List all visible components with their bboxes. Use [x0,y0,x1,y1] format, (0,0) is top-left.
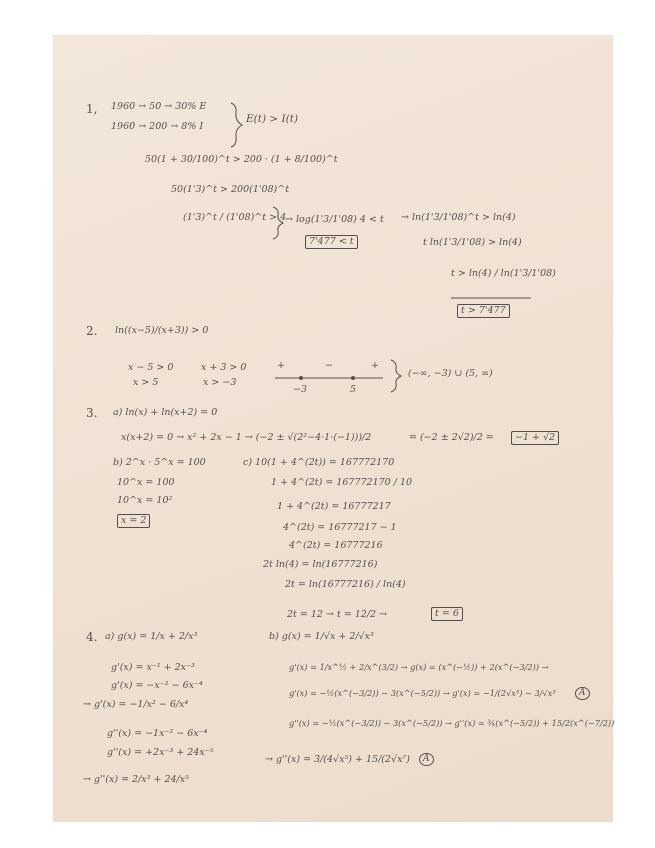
problem-3c-step-4: 4^(2t) = 16777216 [289,540,383,551]
problem-1-line-e: 1960 → 50 → 30% E [111,101,207,112]
problem-4a-step-5: g''(x) = +2x⁻³ + 24x⁻⁵ [107,747,214,758]
problem-2-tick-2: 5 [350,384,357,395]
problem-1-inequality-2: 50(1'3)^t > 200(1'08)^t [171,184,290,195]
problem-4-number: 4. [86,630,98,644]
problem-1-ln-2: t ln(1'3/1'08) > ln(4) [423,237,522,248]
problem-1-ln-3: t > ln(4) / ln(1'3/1'08) [451,268,556,279]
problem-3b-step-1: 10^x = 100 [117,477,175,488]
problem-1-result-left: 7'477 < t [305,235,358,249]
problem-4b-step-4-mark: A [419,753,434,766]
problem-3a-middle: = (−2 ± 2√2)/2 = [409,432,494,443]
problem-3c-step-3: 4^(2t) = 16777217 − 1 [283,522,397,533]
problem-4a-step-4: g''(x) = −1x⁻² − 6x⁻⁴ [107,728,208,739]
problem-3b-equation: b) 2^x · 5^x = 100 [113,457,206,468]
problem-3a-equation: a) ln(x) + ln(x+2) = 0 [113,407,218,418]
problem-2-cond-1b: x > 5 [133,377,159,388]
problem-3-number: 3. [86,406,98,420]
problem-4b-step-4: → g''(x) = 3/(4√x⁵) + 15/(2√x⁷) [265,754,410,765]
paper-sheet [53,35,613,822]
problem-3a-work: x(x+2) = 0 → x² + 2x − 1 → (−2 ± √(2²−4·1·(−1)))/2 [121,432,372,443]
problem-2-sign-1: + [277,360,285,371]
problem-3c-step-7: 2t = 12 → t = 12/2 → [287,609,388,620]
problem-1-condition: E(t) > I(t) [246,113,299,125]
problem-3c-step-1: 1 + 4^(2t) = 167772170 / 10 [271,477,413,488]
problem-2-cond-1a: x − 5 > 0 [128,362,174,373]
problem-3c-step-5: 2t ln(4) = ln(16777216) [263,559,378,570]
problem-1-result-right: t > 7'477 [457,304,510,318]
problem-1-number: 1, [86,102,98,116]
problem-1-inequality-1: 50(1 + 30/100)^t > 200 · (1 + 8/100)^t [145,154,338,165]
problem-2-number: 2. [86,324,98,338]
problem-2-solution: (−∞, −3) ∪ (5, ∞) [408,368,493,379]
problem-3c-step-2: 1 + 4^(2t) = 16777217 [277,501,391,512]
problem-1-inequality-3: (1'3)^t / (1'08)^t > 4 [183,212,287,223]
problem-4b-step-3: g''(x) = −½(x^(−3/2)) − 3(x^(−5/2)) → g''(x) = ¾(x^(−5/2)) + 15/2(x^(−7/2)) [289,718,615,728]
problem-3c-equation: c) 10(1 + 4^(2t)) = 167772170 [243,457,395,468]
problem-4a-step-1: g'(x) = x⁻¹ + 2x⁻³ [111,662,195,673]
problem-1-log-step: → log(1'3/1'08) 4 < t [285,214,384,225]
problem-2-cond-2a: x + 3 > 0 [201,362,247,373]
problem-3b-step-2: 10^x = 10² [117,495,173,506]
problem-2-tick-1: −3 [293,384,308,395]
problem-4b-equation: b) g(x) = 1/√x + 2/√x³ [269,631,374,642]
problem-4b-step-2: g'(x) = −½(x^(−3/2)) − 3(x^(−5/2)) → g'(x) = −1/(2√x³) − 3/√x⁵ [289,688,556,698]
problem-4a-step-6: → g''(x) = 2/x³ + 24/x⁵ [83,774,189,785]
problem-4a-step-2: g'(x) = −x⁻² − 6x⁻⁴ [111,680,203,691]
problem-2-sign-2: − [325,360,333,371]
problem-2-sign-3: + [371,360,379,371]
problem-3c-result: t = 6 [431,607,463,621]
problem-2-expression: ln((x−5)/(x+3)) > 0 [115,325,209,336]
problem-4b-step-2-mark: A [575,687,590,700]
problem-3b-result: x = 2 [117,514,150,528]
problem-3c-step-6: 2t = ln(16777216) / ln(4) [285,579,406,590]
problem-4b-step-1: g'(x) = 1/x^½ + 2/x^(3/2) → g(x) = (x^(−½)) + 2(x^(−3/2)) → [289,662,549,672]
problem-2-cond-2b: x > −3 [203,377,237,388]
problem-1-line-i: 1960 → 200 → 8% I [111,121,204,132]
problem-4a-step-3: → g'(x) = −1/x² − 6/x⁴ [83,699,189,710]
problem-1-ln-1: → ln(1'3/1'08)^t > ln(4) [401,212,516,223]
problem-4a-equation: a) g(x) = 1/x + 2/x³ [105,631,198,642]
problem-3a-result: −1 + √2 [511,431,559,445]
